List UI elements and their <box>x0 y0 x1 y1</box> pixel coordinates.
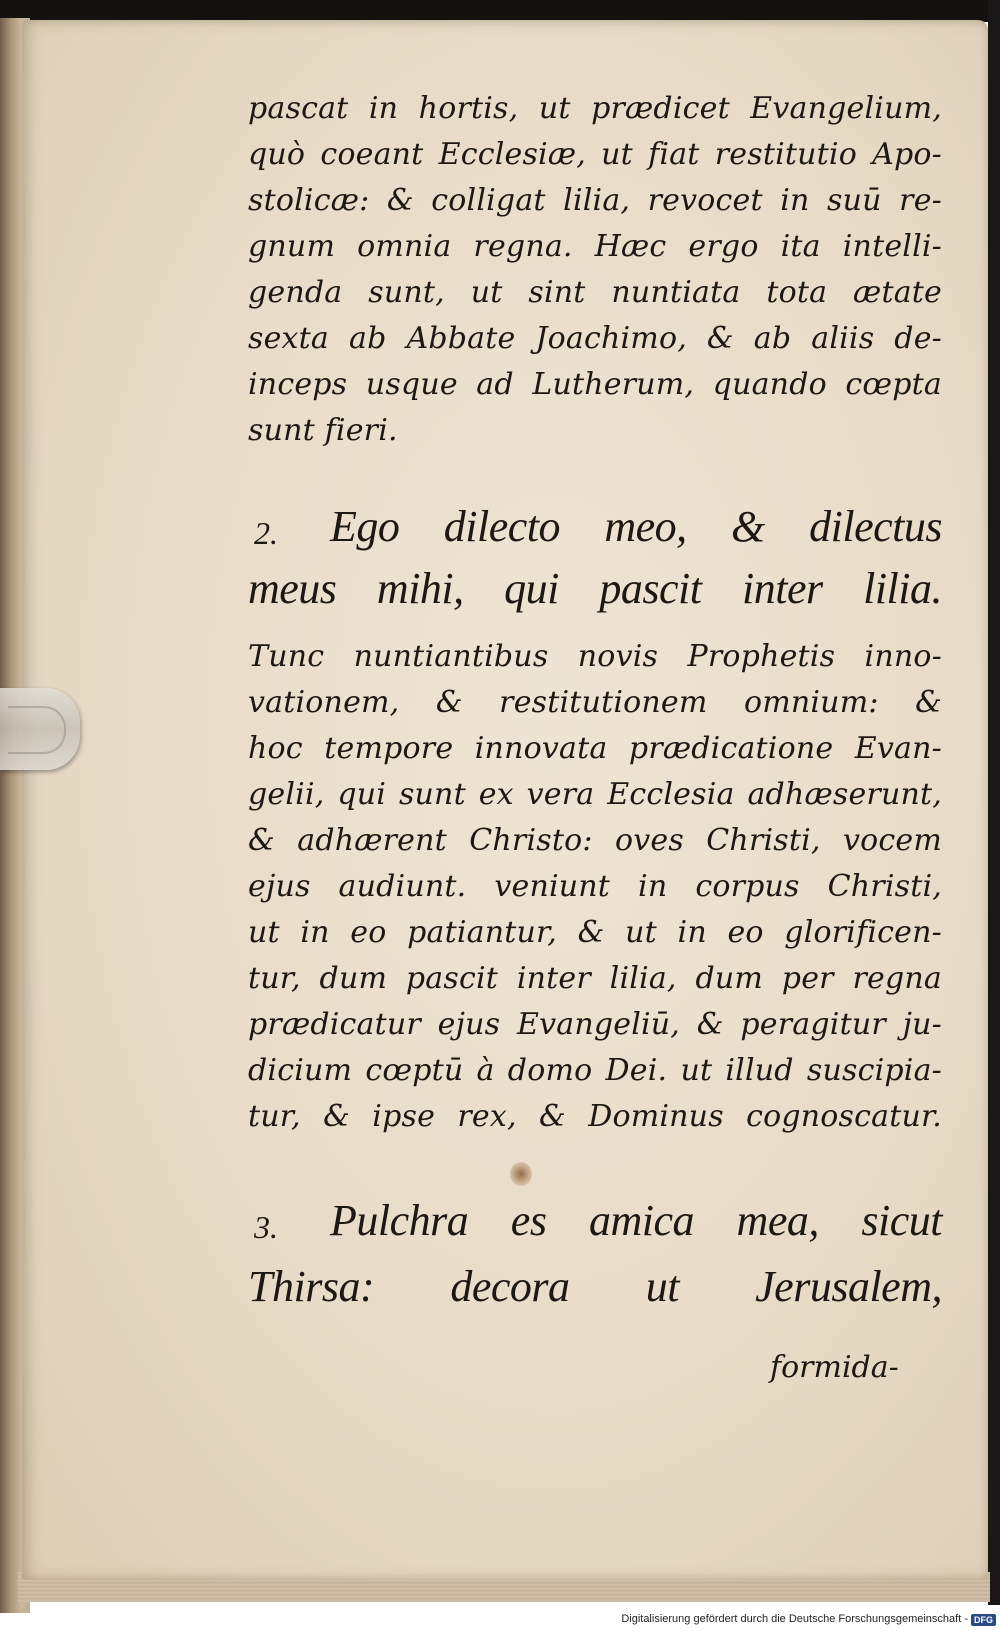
text-line: sexta ab Abbate Joachimo, & ab aliis de- <box>248 321 942 356</box>
verse-line: Ego dilecto meo, & dilectus <box>330 502 942 551</box>
text-line: tur, dum pascit inter lilia, dum per regna <box>248 961 942 996</box>
text-line: vationem, & restitutionem omnium: & <box>248 685 942 720</box>
text-line: tur, & ipse rex, & Dominus cognoscatur. <box>248 1099 942 1134</box>
text-line: inceps usque ad Lutherum, quando cœpta <box>248 367 942 402</box>
paper-clip-loop <box>8 706 66 754</box>
catchword: formida- <box>770 1350 899 1385</box>
text-line: gnum omnia regna. Hæc ergo ita intelli- <box>248 229 942 264</box>
verse-number: 2. <box>254 515 278 551</box>
verse-line: Pulchra es amica mea, sicut <box>330 1196 942 1245</box>
background-top <box>0 0 1000 22</box>
verse-line: meus mihi, qui pascit inter lilia. <box>248 564 942 613</box>
verse-line: Thirsa: decora ut Jerusalem, <box>248 1262 942 1311</box>
funding-notice: Digitalisierung gefördert durch die Deutsche Forschungsgemeinschaft - <box>621 1613 968 1625</box>
text-line: pascat in hortis, ut prædicet Evangelium, <box>248 91 942 126</box>
text-line: genda sunt, ut sint nuntiata tota ætate <box>248 275 942 310</box>
text-line: hoc tempore innovata prædicatione Evan- <box>248 731 942 766</box>
digitization-footer <box>600 1608 1000 1631</box>
background-right <box>988 0 1000 1605</box>
text-line: Tunc nuntiantibus novis Prophetis inno- <box>248 639 942 674</box>
text-line: ejus audiunt. veniunt in corpus Christi, <box>248 869 942 904</box>
dfg-logo: DFG <box>971 1614 996 1626</box>
text-line: quò coeant Ecclesiæ, ut fiat restitutio Apo- <box>248 137 942 172</box>
text-line: gelii, qui sunt ex vera Ecclesia adhæserunt, <box>248 777 942 812</box>
verse-number: 3. <box>254 1209 278 1245</box>
text-line: prædicatur ejus Evangeliū, & peragitur ju- <box>248 1007 942 1042</box>
text-line: dicium cœptū à domo Dei. ut illud suscipia- <box>248 1053 942 1088</box>
text-line: ut in eo patiantur, & ut in eo glorificen- <box>248 915 942 950</box>
text-line: stolicæ: & colligat lilia, revocet in suū re- <box>248 183 942 218</box>
foxing-stain <box>510 1162 532 1186</box>
text-line: sunt fieri. <box>248 413 398 448</box>
paper-clip-icon <box>0 688 80 770</box>
text-line: & adhærent Christo: oves Christi, vocem <box>248 823 942 858</box>
